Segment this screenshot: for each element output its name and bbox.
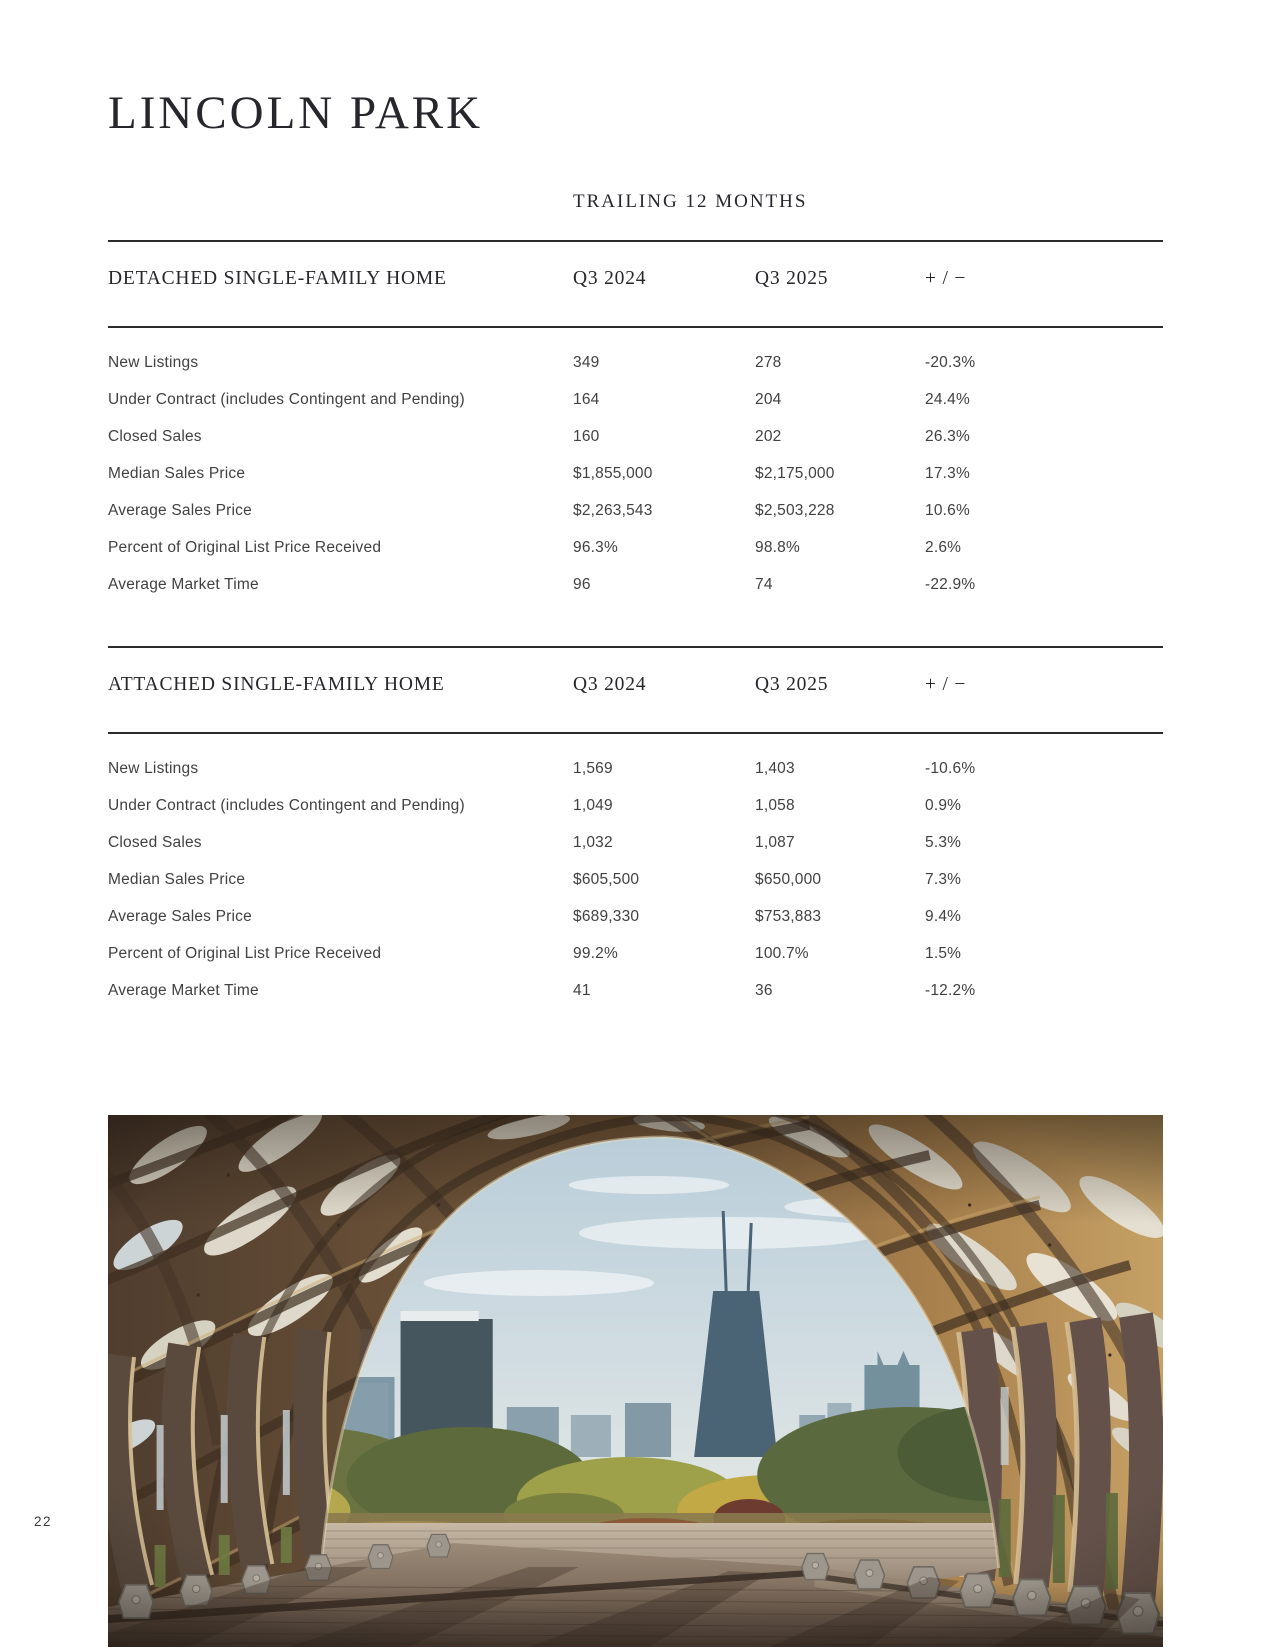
metric-label: Average Market Time <box>108 575 259 593</box>
change-value: 24.4% <box>925 390 970 408</box>
table-header-row <box>108 242 1163 326</box>
q3-2024-value: 160 <box>573 427 600 445</box>
q3-2024-value: 41 <box>573 981 591 999</box>
table-row <box>108 566 1163 603</box>
metric-label: New Listings <box>108 353 199 371</box>
metric-label: New Listings <box>108 759 199 777</box>
table-body <box>108 328 1163 603</box>
metric-label: Closed Sales <box>108 833 202 851</box>
change-value: 5.3% <box>925 833 962 851</box>
q3-2024-value: $1,855,000 <box>573 464 653 482</box>
q3-2025-value: 1,403 <box>755 759 795 777</box>
q3-2024-value: $2,263,543 <box>573 501 653 519</box>
q3-2025-value: $650,000 <box>755 870 822 888</box>
table-header-row <box>108 648 1163 732</box>
q3-2025-value: $2,175,000 <box>755 464 835 482</box>
column-header-q3-2025: Q3 2025 <box>755 674 829 696</box>
change-value: 26.3% <box>925 427 970 445</box>
table-row <box>108 787 1163 824</box>
metric-label: Percent of Original List Price Received <box>108 538 382 556</box>
metric-label: Under Contract (includes Contingent and Pending) <box>108 796 465 814</box>
table-row <box>108 529 1163 566</box>
q3-2025-value: 36 <box>755 981 773 999</box>
q3-2024-value: 349 <box>573 353 600 371</box>
q3-2024-value: 164 <box>573 390 600 408</box>
pavilion-photo-image <box>108 1115 1163 1647</box>
q3-2024-value: $605,500 <box>573 870 640 888</box>
metric-label: Under Contract (includes Contingent and Pending) <box>108 390 465 408</box>
change-value: -10.6% <box>925 759 976 777</box>
metric-label: Median Sales Price <box>108 464 246 482</box>
section-title: ATTACHED SINGLE-FAMILY HOME <box>108 674 445 696</box>
attached-single-family-table <box>108 646 1163 1009</box>
metric-label: Median Sales Price <box>108 870 246 888</box>
change-value: 0.9% <box>925 796 962 814</box>
table-row <box>108 861 1163 898</box>
table-body <box>108 734 1163 1009</box>
column-header-change: + / − <box>925 268 967 290</box>
q3-2024-value: $689,330 <box>573 907 640 925</box>
change-value: 10.6% <box>925 501 970 519</box>
metric-label: Closed Sales <box>108 427 202 445</box>
q3-2024-value: 96 <box>573 575 591 593</box>
column-header-change: + / − <box>925 674 967 696</box>
section-title: DETACHED SINGLE-FAMILY HOME <box>108 268 447 290</box>
q3-2025-value: 204 <box>755 390 782 408</box>
table-row <box>108 418 1163 455</box>
q3-2025-value: $753,883 <box>755 907 822 925</box>
q3-2024-value: 99.2% <box>573 944 618 962</box>
q3-2024-value: 1,049 <box>573 796 613 814</box>
pavilion-photo <box>108 1115 1163 1647</box>
q3-2025-value: 100.7% <box>755 944 809 962</box>
change-value: 1.5% <box>925 944 962 962</box>
metric-label: Average Sales Price <box>108 501 252 519</box>
report-page <box>108 0 1163 1647</box>
q3-2025-value: 278 <box>755 353 782 371</box>
detached-single-family-table <box>108 240 1163 603</box>
q3-2025-value: $2,503,228 <box>755 501 835 519</box>
q3-2025-value: 98.8% <box>755 538 800 556</box>
table-row <box>108 344 1163 381</box>
page-title: LINCOLN PARK <box>108 87 484 139</box>
change-value: 2.6% <box>925 538 962 556</box>
table-row <box>108 898 1163 935</box>
metric-label: Average Market Time <box>108 981 259 999</box>
metric-label: Percent of Original List Price Received <box>108 944 382 962</box>
change-value: -22.9% <box>925 575 976 593</box>
page-number: 22 <box>34 1514 53 1529</box>
table-row <box>108 381 1163 418</box>
q3-2025-value: 74 <box>755 575 773 593</box>
q3-2025-value: 1,058 <box>755 796 795 814</box>
q3-2025-value: 1,087 <box>755 833 795 851</box>
change-value: 7.3% <box>925 870 962 888</box>
change-value: -12.2% <box>925 981 976 999</box>
period-label: TRAILING 12 MONTHS <box>573 191 808 213</box>
change-value: 17.3% <box>925 464 970 482</box>
table-row <box>108 455 1163 492</box>
q3-2024-value: 96.3% <box>573 538 618 556</box>
q3-2024-value: 1,569 <box>573 759 613 777</box>
table-row <box>108 750 1163 787</box>
q3-2024-value: 1,032 <box>573 833 613 851</box>
column-header-q3-2024: Q3 2024 <box>573 268 647 290</box>
column-header-q3-2025: Q3 2025 <box>755 268 829 290</box>
metric-label: Average Sales Price <box>108 907 252 925</box>
change-value: -20.3% <box>925 353 976 371</box>
photo-vignette <box>108 1115 1163 1647</box>
table-row <box>108 935 1163 972</box>
column-header-q3-2024: Q3 2024 <box>573 674 647 696</box>
table-row <box>108 972 1163 1009</box>
table-row <box>108 492 1163 529</box>
change-value: 9.4% <box>925 907 962 925</box>
table-row <box>108 824 1163 861</box>
q3-2025-value: 202 <box>755 427 782 445</box>
